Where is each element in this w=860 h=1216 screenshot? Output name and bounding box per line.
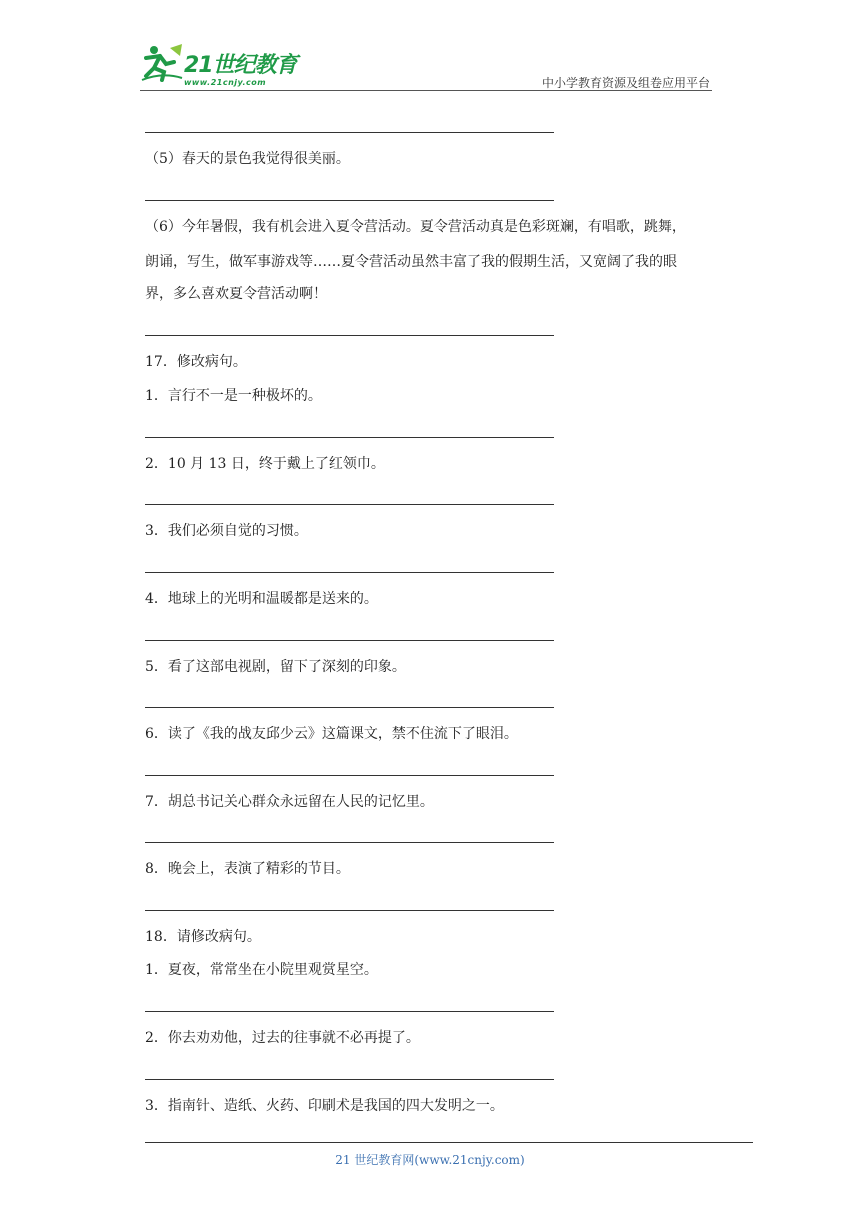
question-text: 1．夏夜，常常坐在小院里观赏星空。 — [145, 962, 378, 978]
question-text: 2．你去劝劝他，过去的往事就不必再提了。 — [145, 1030, 420, 1046]
answer-line[interactable] — [145, 707, 554, 708]
footer-divider — [145, 1142, 753, 1143]
logo — [140, 42, 310, 92]
logo-text: 21世纪教育 — [184, 53, 297, 78]
question-text: 2．10 月 13 日，终于戴上了红领巾。 — [145, 456, 385, 472]
question-text: 朗诵，写生，做军事游戏等……夏令营活动虽然丰富了我的假期生活，又宽阔了我的眼 — [145, 254, 677, 270]
answer-line[interactable] — [145, 437, 554, 438]
question-text: 1．言行不一是一种极坏的。 — [145, 388, 322, 404]
question-text: 8．晚会上，表演了精彩的节目。 — [145, 861, 350, 877]
answer-line[interactable] — [145, 775, 554, 776]
answer-line[interactable] — [145, 335, 554, 336]
question-text: 3．我们必须自觉的习惯。 — [145, 523, 308, 539]
page-header — [0, 0, 860, 100]
platform-title: 中小学教育资源及组卷应用平台 — [541, 76, 710, 90]
question-text: 4．地球上的光明和温暖都是送来的。 — [145, 591, 378, 607]
runner-logo-icon — [140, 42, 184, 82]
answer-line[interactable] — [145, 640, 554, 641]
question-text: 界，多么喜欢夏令营活动啊！ — [145, 286, 327, 302]
answer-line[interactable] — [145, 200, 554, 201]
answer-line[interactable] — [145, 842, 554, 843]
answer-line[interactable] — [145, 572, 554, 573]
answer-line[interactable] — [145, 1079, 554, 1080]
question-text: 3．指南针、造纸、火药、印刷术是我国的四大发明之一。 — [145, 1098, 504, 1114]
answer-line[interactable] — [145, 1011, 554, 1012]
section-title-18: 18．请修改病句。 — [145, 929, 261, 945]
logo-url: www.21cnjy.com — [184, 78, 267, 87]
answer-line[interactable] — [145, 910, 554, 911]
question-text: （6）今年暑假，我有机会进入夏令营活动。夏令营活动真是色彩斑斓，有唱歌，跳舞， — [145, 219, 686, 235]
footer-text: 21 世纪教育网(www.21cnjy.com) — [335, 1153, 525, 1167]
question-text: 6．读了《我的战友邱少云》这篇课文，禁不住流下了眼泪。 — [145, 726, 518, 742]
answer-line[interactable] — [145, 132, 554, 133]
answer-line[interactable] — [145, 504, 554, 505]
question-text: 7．胡总书记关心群众永远留在人民的记忆里。 — [145, 794, 434, 810]
section-title-17: 17．修改病句。 — [145, 354, 247, 370]
question-text: 5．看了这部电视剧，留下了深刻的印象。 — [145, 659, 406, 675]
header-divider — [140, 90, 712, 91]
question-text: （5）春天的景色我觉得很美丽。 — [145, 151, 350, 167]
